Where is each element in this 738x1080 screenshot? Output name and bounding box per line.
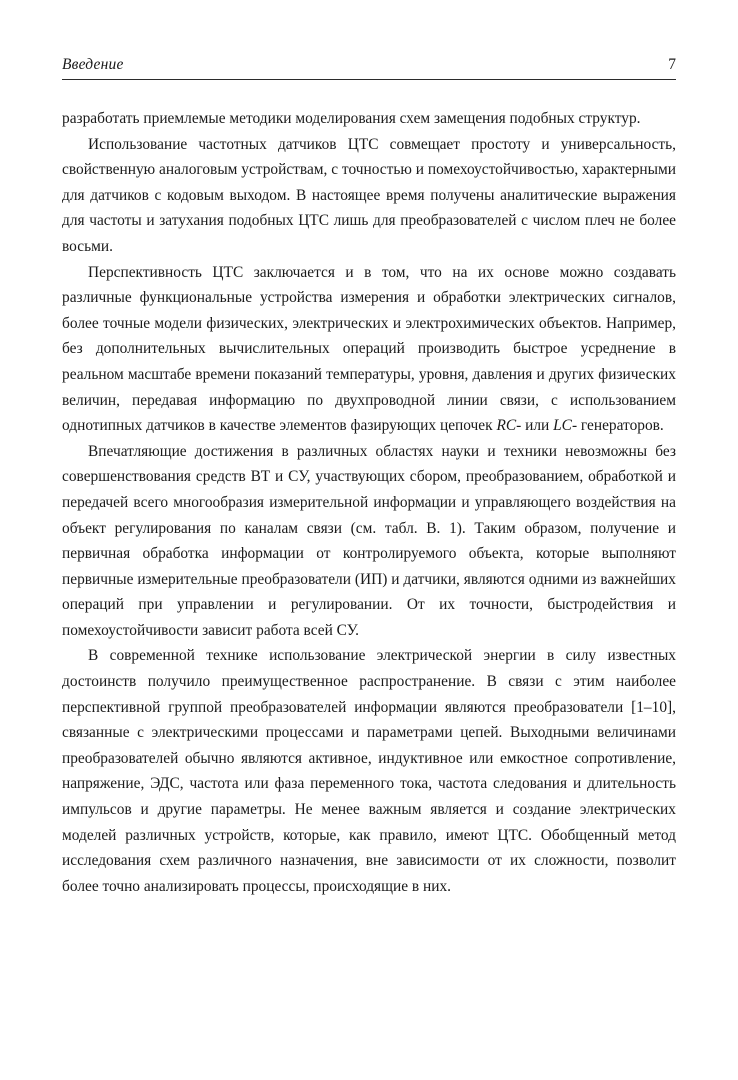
paragraph-3-text: Перспективность ЦТС заключается и в том, что на их основе можно создавать различные функциональные устройства измерения и обработки электрических сигналов, более точные модели физических, электрических и электрохимических объектов. Например, без дополнительных вычислительных операций производить быстрое усреднение в реальном масштабе времени показаний температуры, уровня, давления и других физических величин, передавая информацию по двухпроводной линии связи, с использованием однотипных датчиков в качестве элементов фазирующих цепочек — [62, 263, 676, 435]
paragraph-2: Использование частотных датчиков ЦТС совмещает простоту и универсальность, свойственную аналоговым устройствам, с точностью и помехоустойчивостью, характерными для датчиков с кодовым выходом. В настоящее время получены аналитические выражения для частоты и затухания подобных ЦТС лишь для преобразователей с числом плеч не более восьми. — [62, 135, 676, 255]
paragraph-3-italic-rc: RC — [496, 417, 517, 435]
paragraph-3-mid: - или — [516, 417, 554, 435]
paragraph-1: разработать приемлемые методики моделирования схем замещения подобных структур. — [62, 110, 641, 127]
paragraph-3-italic-lc: LC — [553, 417, 572, 435]
paragraph-3-tail: - генераторов. — [571, 417, 664, 435]
page-body — [62, 106, 676, 899]
page-number: 7 — [668, 56, 676, 73]
paragraph-5: В современной технике использование электрической энергии в силу известных достоинств получило преимущественное распространение. В связи с этим наиболее перспективной группой преобразователей информации являются преобразователи [1–10], связанные с электрическими процессами и параметрами цепей. Выходными величинами преобразователей обычно являются активное, индуктивное или емкостное сопротивление, напряжение, ЭДС, частота или фаза переменного тока, частота следования и длительность импульсов и другие параметры. Не менее важным является и создание электрических моделей различных устройств, которые, как правило, имеют ЦТС. Обобщенный метод исследования схем различного назначения, вне зависимости от их сложности, позволит более точно анализировать процессы, происходящие в них. — [62, 647, 676, 895]
running-head-title: Введение — [62, 56, 124, 73]
paragraph-4: Впечатляющие достижения в различных областях науки и техники невозможны без совершенствования средств ВТ и СУ, участвующих сбором, преобразованием, обработкой и передачей всего многообразия измерительной информации и управляющего воздействия на объект регулирования по каналам связи (см. табл. В. 1). Таким образом, получение и первичная обработка информации от контролируемого объекта, которые выполняют первичные измерительные преобразователи (ИП) и датчики, являются одними из важнейших операций при управлении и регулировании. От их точности, быстродействия и помехоустойчивости зависит работа всей СУ. — [62, 442, 676, 639]
paragraph-3 — [62, 260, 676, 439]
page-header — [62, 56, 676, 80]
